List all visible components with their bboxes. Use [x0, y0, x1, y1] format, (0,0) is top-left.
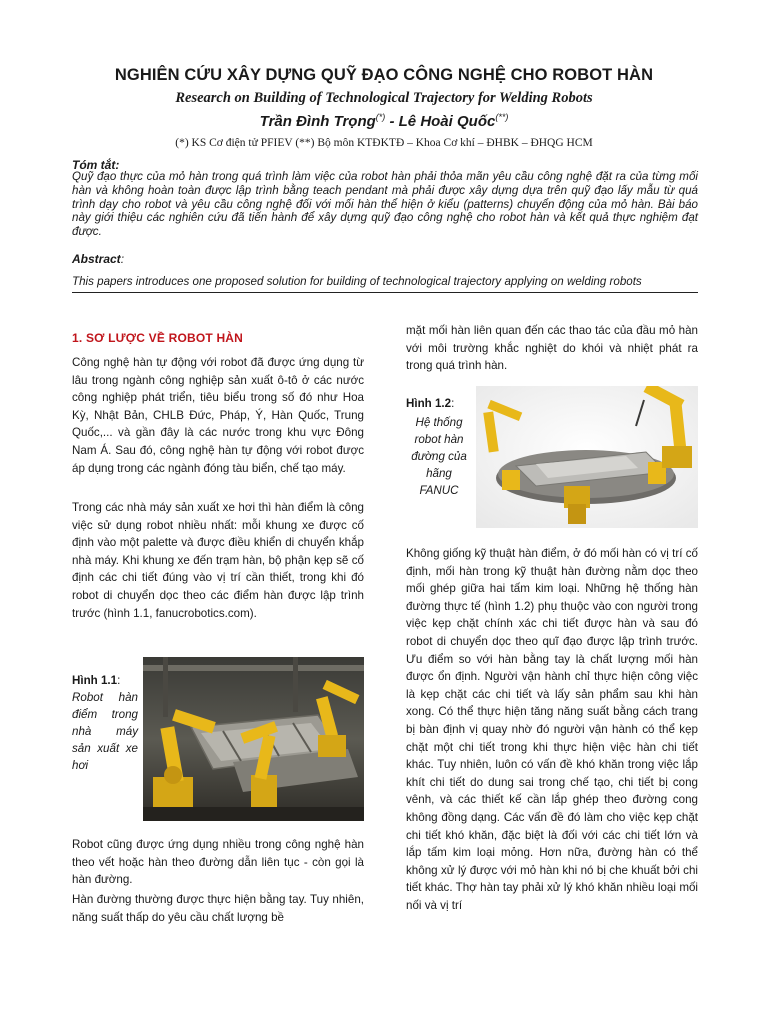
paragraph-2-text: Trong các nhà máy sản xuất xe hơi thì hàn điểm là công việc sử dụng robot nhiều nhất: mỗi khung xe được cố định vào một palette và được điều khiển di chuyển khắp nhà máy. Khi khung xe đến trạm hàn, bộ phận kẹp sẽ cố định các chi tiết đúng vào vị trí cần thiết, trong khi đó robot di chuyển dọc theo các điểm hàn được lập trình trước (hình 1.1, fanucrobotics.com). [72, 501, 364, 620]
author-separator: - [385, 113, 399, 130]
figure-1-1-caption [72, 672, 138, 774]
abstract-vi-text: Quỹ đạo thực của mỏ hàn trong quá trình làm việc của robot hàn phải thỏa mãn yêu cầu công nghệ đặt ra của từng mối hàn và không hoàn toàn được lập trình bằng teach pendant mà phải được xây dựng dựa trên quỹ đạo lấy mẫu từ quá trình dạy cho robot và yêu cầu công nghệ đối với mối hàn thể hiện ở kiểu (patterns) chuyển động của mỏ hàn. Bài báo này giới thiệu các nghiên cứu đã tiến hành để xây dựng quỹ đạo công nghệ cho robot hàn và kết quả thực nghiệm đạt được. [72, 170, 698, 239]
section-1-heading: 1. SƠ LƯỢC VỀ ROBOT HÀN [72, 331, 244, 345]
paragraph-3-text: Robot cũng được ứng dụng nhiều trong công nghệ hàn theo vết hoặc hàn theo đường dẫn liên tục - còn gọi là hàn đường. [72, 838, 364, 887]
paragraph-4-text: Hàn đường thường được thực hiện bằng tay. Tuy nhiên, năng suất thấp do yêu cầu chất lượng bề [72, 893, 364, 924]
figure-1-2-caption [406, 395, 472, 499]
affiliation-line: (*) KS Cơ điện tử PFIEV (**) Bộ môn KTĐKTĐ – Khoa Cơ khí – ĐHBK – ĐHQG HCM [175, 137, 593, 149]
figure-1-2-description: Hệ thống robot hàn đường của hãng FANUC [411, 416, 467, 497]
figure-1-2-label: Hình 1.2 [406, 397, 452, 410]
figure-1-1-photo [143, 657, 364, 821]
paragraph-1-text: Công nghệ hàn tự động với robot đã được ứng dụng từ lâu trong ngành công nghiệp sản xuất ô-tô ở các nước công nghiệp phát triển, tiêu biểu trong số đó như Hoa Kỳ, Nhật Bản, CHLB Đức, Pháp, Ý, Hàn Quốc, Trung Quốc,... và gần đây là các nước trong khu vực Đông Nam Á. Sau đó, công nghệ hàn tự động với robot được áp dụng trong các ngành đóng tàu biển, chế tạo máy. [72, 356, 364, 475]
abstract-rule [72, 292, 698, 293]
paragraph-2 [72, 499, 364, 622]
abstract-en-colon: : [120, 252, 125, 266]
figure-1-1-colon: : [117, 674, 121, 687]
paragraph-4 [72, 891, 364, 926]
right-paragraph-1-text: mặt mối hàn liên quan đến các thao tác của đầu mỏ hàn với môi trường khắc nghiệt do khói và nhiệt phát ra trong quá trình hàn. [406, 324, 698, 373]
paragraph-1 [72, 354, 364, 477]
author-line [0, 112, 768, 130]
figure-1-1-description: Robot hàn điểm trong nhà máy sản xuất xe hơi [72, 691, 138, 772]
figure-1-2-colon: : [451, 397, 455, 410]
abstract-en-label: Abstract [72, 252, 121, 266]
paragraph-3 [72, 836, 364, 889]
right-paragraph-1 [406, 322, 698, 375]
abstract-en-heading [72, 252, 124, 266]
paper-title: NGHIÊN CỨU XÂY DỰNG QUỸ ĐẠO CÔNG NGHỆ CHO ROBOT HÀN [114, 66, 654, 84]
right-paragraph-2 [406, 545, 698, 914]
right-paragraph-2-text: Không giống kỹ thuật hàn điểm, ở đó mối hàn có vị trí cố định, mối hàn trong kỹ thuật hàn đường nằm dọc theo mối ghép giữa hai tấm kim loại. Những hệ thống hàn đường thực tế (hình 1.2) phụ thuộc vào con người trong việc kẹp chặt chính xác chi tiết được hàn và sau đó robot di chuyển dọc theo quĩ đạo được lập trình trước. Ưu điểm so với hàn bằng tay là chất lượng mối hàn được ổn định. Người vận hành chỉ thực hiện công việc là kẹp chặt các chi tiết và lấy sản phẩm sau khi hàn xong. Có thể thực hiện tăng năng suất bằng cách trang bị bàn định vị quay nhờ đó người vận hành có thể kẹp chặt một chi tiết trong khi thực hiện việc hàn chi tiết khác. Tuy nhiên, luôn có vấn đề khó khăn trong việc lắp khít chi tiết do dung sai trong chế tạo, chi tiết bị cong vênh, và các thiết kế cần lắp ghép theo đường cong không đồng dạng. Các vấn đề đó làm cho việc kẹp chặt chi tiết khó khăn, đặc biệt là đối với các chi tiết lớn và lắp tấm kim loại mỏng. Hơn nữa, đường hàn có thể không xử lý được với mỏ hàn khi nó bị che khuất bởi chi tiết khác. Thợ hàn tay phải xử lý khó khăn nhiều loại mối nối và vị trí [406, 547, 698, 912]
author-2-name: Lê Hoài Quốc [398, 113, 496, 130]
author-1-name: Trần Đình Trọng [259, 113, 376, 130]
abstract-en-text: This papers introduces one proposed solution for building of technological trajectory applying on welding robots [72, 275, 642, 288]
figure-1-2-photo [476, 386, 698, 528]
author-1-mark: (*) [375, 112, 386, 122]
paper-subtitle-english: Research on Building of Technological Trajectory for Welding Robots [175, 90, 593, 106]
author-2-mark: (**) [495, 112, 509, 122]
abstract-vi-heading: Tóm tắt: [72, 158, 120, 172]
figure-1-1-label: Hình 1.1 [72, 674, 118, 687]
